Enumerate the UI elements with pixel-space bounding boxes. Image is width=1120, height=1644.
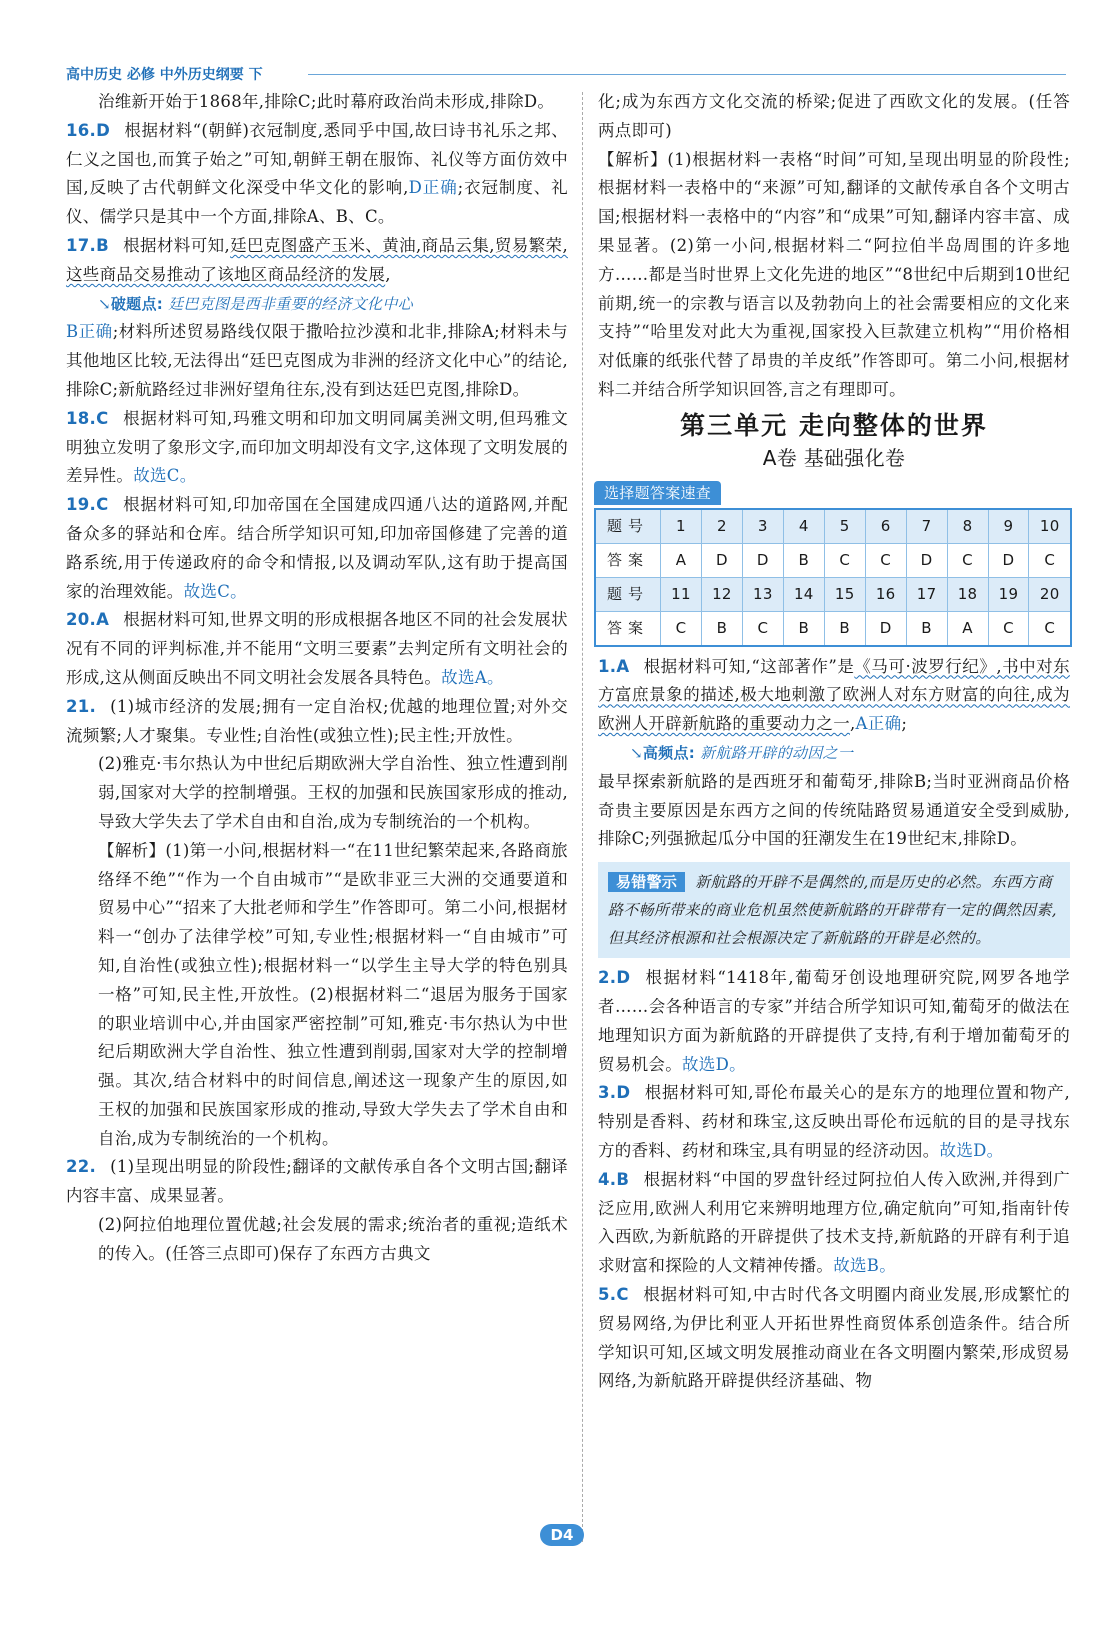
question-number-cell: 17 [906,577,947,611]
row-label: 题号 [595,509,661,544]
answer-row [595,543,1071,577]
question-number-cell: 9 [988,509,1029,544]
header-rule [308,74,1066,75]
answer-number: 17.B [66,235,110,255]
answer-cell: C [824,543,865,577]
correct-mark: B正确 [66,322,113,342]
tip-text: 新航路开辟的动因之一 [700,743,854,762]
answer-18 [66,405,568,491]
answer-text: 根据材料“中国的罗盘针经过阿拉伯人传入欧洲,并得到广泛应用,欧洲人利用它来辨明地理方位,确定航向”可知,指南针传入西欧,为新航路的开辟提供了技术支持,新航路的开辟有利于追求财富和探险的人文精神传播。 [598,1169,1070,1276]
answer-text: ;衣冠制度、礼仪、儒学只是其中一个方面,排除A、B、C。 [66,178,568,227]
answer-cell: C [947,543,988,577]
row-label: 答案 [595,611,661,646]
warning-box [598,862,1070,958]
answer-key-table [594,479,1072,647]
answer-16 [66,117,568,232]
answer-2 [598,964,1070,1079]
answer-number: 18.C [66,408,109,428]
answer-20 [66,606,568,692]
row-label: 答案 [595,543,661,577]
answer-cell: B [783,611,824,646]
answer-text: 根据材料“1418年,葡萄牙创设地理研究院,网罗各地学者……会各种语言的专家”并结合所学知识可知,葡萄牙的做法在地理知识方面为新航路的开辟提供了支持,有利于增加葡萄牙的贸易机会。 [598,968,1070,1074]
tip-note [598,739,1070,768]
answer-cell: A [661,543,702,577]
answer-4 [598,1166,1070,1281]
answer-number: 22. [66,1157,97,1177]
answer-21-part2: (2)雅克·韦尔热认为中世纪后期欧洲大学自治性、独立性遭到削弱,国家对大学的控制增强。王权的加强和民族国家形成的推动,导致大学失去了学术自由和自治,成为专制统治的一个机构。 [98,754,568,831]
question-number-cell: 13 [742,577,783,611]
answer-text: ;材料所述贸易路线仅限于撒哈拉沙漠和北非,排除A;材料未与其他地区比较,无法得出“廷巴克图成为非洲的经济文化中心”的结论,排除C;新航路经过非洲好望角往东,没有到达廷巴克图,排除D。 [66,322,569,399]
answer-cell: D [906,543,947,577]
answer-cell: C [742,611,783,646]
answer-text: 根据材料可知, [123,235,231,255]
answer-cell: C [988,611,1029,646]
answer-17-cont [66,318,568,404]
tip-text: 廷巴克图是西非重要的经济文化中心 [168,294,413,313]
answer-cell: D [742,543,783,577]
question-number-cell: 20 [1029,577,1071,611]
warning-text: 新航路的开辟不是偶然的,而是历史的必然。东西方商路不畅所带来的商业危机虽然使新航路的开辟带有一定的偶然因素,但其经济根源和社会根源决定了新航路的开辟是必然的。 [608,873,1057,948]
answer-22-analysis: 【解析】(1)根据材料一表格“时间”可知,呈现出明显的阶段性;根据材料一表格中的“来源”可知,翻译的文献传承自各个文明古国;根据材料一表格中的“内容”和“成果”可知,翻译内容丰富、成果显著。(2)第一小问,根据材料二“阿拉伯半岛周围的许多地方……都是当时世界上文化先进的地区”“8世纪中后期到10世纪前期,统一的宗教与语言以及勃勃向上的社会需要相应的文化来支持”“哈里发对此大为重视,国家投入巨款建立机构”“用价格相对低廉的纸张代替了昂贵的羊皮纸”作答即可。第二小问,根据材料二并结合所学知识回答,言之有理即可。 [598,149,1070,399]
answer-text: (1)城市经济的发展;拥有一定自治权;优越的地理位置;对外交流频繁;人才聚集。专业性;自治性(或独立性);民主性;开放性。 [66,696,568,745]
answer-1-cont: 最早探索新航路的是西班牙和葡萄牙,排除B;当时亚洲商品价格奇贵主要原因是东西方之间的传统陆路贸易通道安全受到威胁,排除C;列强掀起瓜分中国的狂潮发生在19世纪末,排除D。 [598,771,1070,849]
tip-label: 破题点: [110,294,164,313]
answer-21 [66,693,568,751]
answer-cell: D [865,611,906,646]
answer-22 [66,1153,568,1211]
answer-cell: C [661,611,702,646]
correct-mark: A正确 [855,714,902,734]
answer-text: , [385,264,391,284]
answer-text: (1)呈现出明显的阶段性;翻译的文献传承自各个文明古国;翻译内容丰富、成果显著。 [66,1157,568,1206]
question-number-cell: 14 [783,577,824,611]
answer-cell: C [1029,611,1071,646]
answer-1 [598,653,1070,739]
answer-row [595,611,1071,646]
question-number-cell: 2 [701,509,742,544]
tip-label: 高频点: [642,743,696,762]
answer-cell: B [783,543,824,577]
question-number-row [595,577,1071,611]
question-number-cell: 12 [701,577,742,611]
answer-text: 根据材料可知,哥伦布最关心的是东方的地理位置和物产,特别是香料、药材和珠宝,这反映出哥伦布远航的目的是寻找东方的香料、药材和珠宝,具有明显的经济动因。 [598,1083,1070,1160]
arrow-icon: ↘ [630,743,643,762]
choice-mark: 故选B。 [833,1256,897,1276]
question-number-cell: 4 [783,509,824,544]
row-label: 题号 [595,577,661,611]
question-number-row [595,509,1071,544]
answer-cell: B [824,611,865,646]
page-header [66,62,1066,84]
choice-mark: 故选D。 [939,1140,1004,1160]
answer-number: 4.B [598,1169,630,1189]
tip-note [66,290,568,319]
answer-cell: C [865,543,906,577]
answer-number: 2.D [598,968,631,988]
question-number-cell: 19 [988,577,1029,611]
question-number-cell: 7 [906,509,947,544]
continued-answer-22: 化;成为东西方文化交流的桥梁;促进了西欧文化的发展。(任答两点即可) [598,92,1070,140]
answer-text: ; [901,714,908,734]
answer-text: 根据材料可知,世界文明的形成根据各地区不同的社会发展状况有不同的评判标准,并不能用“文明三要素”去判定所有文明社会的形成,这从侧面反映出不同文明社会发展各具特色。 [66,610,568,687]
answer-number: 19.C [66,495,109,515]
continued-answer: 治维新开始于1868年,排除C;此时幕府政治尚未形成,排除D。 [98,92,555,111]
answer-cell: C [1029,543,1071,577]
header-title: 高中历史 必修 中外历史纲要 下 [66,67,263,83]
answer-grid [594,508,1072,647]
question-number-cell: 8 [947,509,988,544]
answer-text: , [850,714,856,734]
question-number-cell: 11 [661,577,702,611]
unit-title: 第三单元 走向整体的世界 [680,410,988,440]
answer-text: 根据材料可知,中古时代各文明圈内商业发展,形成繁忙的贸易网络,为伊比利亚人开拓世界性商贸体系创造条件。结合所学知识可知,区域文明发展推动商业在各文明圈内繁荣,形成贸易网络,为新航路开辟提供经济基础、物 [598,1284,1070,1391]
arrow-icon: ↘ [98,294,111,313]
answer-number: 3.D [598,1083,631,1103]
choice-mark: 故选A。 [441,667,504,687]
page-number: D4 [540,1524,584,1546]
answer-19 [66,491,568,606]
answer-cell: A [947,611,988,646]
answer-5 [598,1281,1070,1396]
answer-text: 根据材料“(朝鲜)衣冠制度,悉同乎中国,故曰诗书礼乐之邦、仁义之国也,而箕子始之”可知,朝鲜王朝在服饰、礼仪等方面仿效中国,反映了古代朝鲜文化深受中华文化的影响, [66,120,568,198]
question-number-cell: 10 [1029,509,1071,544]
choice-mark: 故选C。 [133,466,197,486]
underlined-key-text: 廷巴克图盛产玉米、黄油,商品云集,贸易繁荣,这些商品交易推动了该地区商品经济的发展 [66,235,568,284]
question-number-cell: 1 [661,509,702,544]
question-number-cell: 5 [824,509,865,544]
answer-text: 根据材料可知,印加帝国在全国建成四通八达的道路网,并配备众多的驿站和仓库。结合所学知识可知,印加帝国修建了完善的道路系统,用于传递政府的命令和情报,以及调动军队,这有助于提高国家的治理效能。 [66,495,568,601]
left-column [66,88,568,1269]
answer-cell: B [906,611,947,646]
question-number-cell: 3 [742,509,783,544]
answer-number: 20.A [66,610,110,630]
answer-text: 根据材料可知,“这部著作”是 [643,656,855,676]
answer-number: 21. [66,696,97,716]
right-column [598,88,1070,1396]
question-number-cell: 6 [865,509,906,544]
warning-label: 易错警示 [608,872,685,892]
volume-title: A卷 基础强化卷 [762,445,906,470]
underlined-key-text: 《马可·波罗行纪》,书中对东方富庶景象的描述,极大地刺激了欧洲人对东方财富的向往,成为欧洲人开辟新航路的重要动力之一 [598,656,1070,734]
answer-number: 16.D [66,120,111,140]
answer-cell: D [988,543,1029,577]
answer-text: 根据材料可知,玛雅文明和印加文明同属美洲文明,但玛雅文明独立发明了象形文字,而印加文明却没有文字,这体现了文明发展的差异性。 [66,408,568,486]
answer-number: 5.C [598,1284,629,1304]
column-divider [582,92,583,1542]
answer-3 [598,1079,1070,1165]
choice-mark: 故选D。 [682,1054,746,1074]
question-number-cell: 18 [947,577,988,611]
answer-21-analysis: 【解析】(1)第一小问,根据材料一“在11世纪繁荣起来,各路商旅络绎不绝”“作为一个自由城市”“是欧非亚三大洲的交通要道和贸易中心”“招来了大批老师和学生”作答即可。第二小问,根据材料一“创办了法律学校”可知,专业性;根据材料一“自由城市”可知,自治性(或独立性);根据材料一“以学生主导大学的特色别具一格”可知,民主性,开放性。(2)根据材料二“退居为服务于国家的职业培训中心,并由国家严密控制”可知,雅克·韦尔热认为中世纪后期欧洲大学自治性、独立性遭到削弱,国家对大学的控制增强。其次,结合材料中的时间信息,阐述这一现象产生的原因,如王权的加强和民族国家形成的推动,导致大学失去了学术自由和自治,成为专制统治的一个机构。 [98,840,568,1148]
choice-mark: 故选C。 [183,581,247,601]
answer-cell: B [701,611,742,646]
answer-17 [66,232,568,290]
question-number-cell: 16 [865,577,906,611]
answer-cell: D [701,543,742,577]
question-number-cell: 15 [824,577,865,611]
answer-22-part2: (2)阿拉伯地理位置优越;社会发展的需求;统治者的重视;造纸术的传入。(任答三点即可)保存了东西方古典文 [98,1215,568,1263]
answer-number: 1.A [598,656,630,676]
correct-mark: D正确 [408,178,458,198]
table-label: 选择题答案速查 [594,481,721,505]
